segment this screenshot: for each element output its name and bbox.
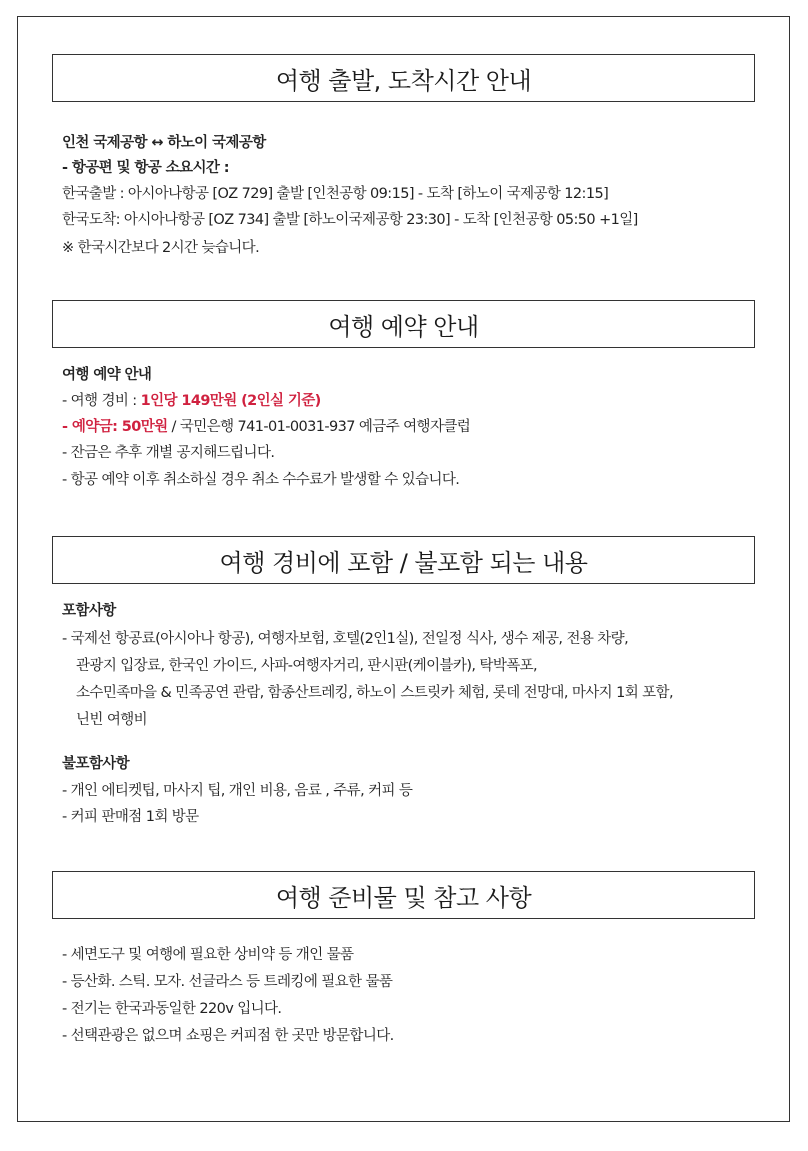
included-line: - 국제선 항공료(아시아나 항공), 여행자보험, 호텔(2인1실), 전일정 식사, 생수 제공, 전용 차량, xyxy=(62,631,629,647)
flight-section-title: 여행 출발, 도착시간 안내 xyxy=(52,54,755,102)
flight-departure: 한국출발 : 아시아나항공 [OZ 729] 출발 [인천공항 09:15] - 도착 [하노이 국제공항 12:15] xyxy=(62,186,609,202)
booking-cancel: - 항공 예약 이후 취소하실 경우 취소 수수료가 발생할 수 있습니다. xyxy=(62,472,460,488)
booking-deposit-rest: / 국민은행 741-01-0031-937 예금주 여행자클럽 xyxy=(167,419,471,435)
booking-cost-prefix: - 여행 경비 : xyxy=(62,393,141,409)
included-line: 소수민족마을 & 민족공연 관람, 함종산트레킹, 하노이 스트릿카 체험, 롯데 전망대, 마사지 1회 포함, xyxy=(76,685,673,701)
excluded-line: - 개인 에티켓팁, 마사지 팁, 개인 비용, 음료 , 주류, 커피 등 xyxy=(62,783,413,799)
prep-line: - 선택관광은 없으며 쇼핑은 커피점 한 곳만 방문합니다. xyxy=(62,1028,394,1044)
prep-line: - 세면도구 및 여행에 필요한 상비약 등 개인 물품 xyxy=(62,947,354,963)
flight-arrival: 한국도착: 아시아나항공 [OZ 734] 출발 [하노이국제공항 23:30] - 도착 [인천공항 05:50 +1일] xyxy=(62,212,638,228)
flight-subtitle: - 항공편 및 항공 소요시간 : xyxy=(62,160,229,176)
booking-cost-line xyxy=(62,391,321,411)
flight-route: 인천 국제공항 ↔ 하노이 국제공항 xyxy=(62,135,266,151)
booking-heading: 여행 예약 안내 xyxy=(62,367,152,383)
booking-deposit-line xyxy=(62,417,470,437)
booking-section-title: 여행 예약 안내 xyxy=(52,300,755,348)
included-line: 관광지 입장료, 한국인 가이드, 사파-여행자거리, 판시판(케이블카), 탁박폭포, xyxy=(76,658,538,674)
booking-deposit-value: 예약금: 50만원 xyxy=(71,419,168,435)
inclusions-section-title: 여행 경비에 포함 / 불포함 되는 내용 xyxy=(52,536,755,584)
included-heading: 포함사항 xyxy=(62,603,116,619)
prep-line: - 등산화. 스틱. 모자. 선글라스 등 트레킹에 필요한 물품 xyxy=(62,974,393,990)
booking-deposit-prefix: - xyxy=(62,419,72,435)
included-line: 닌빈 여행비 xyxy=(76,712,148,728)
excluded-heading: 불포함사항 xyxy=(62,756,130,772)
flight-time-note: ※ 한국시간보다 2시간 늦습니다. xyxy=(62,240,260,256)
prep-section-title: 여행 준비물 및 참고 사항 xyxy=(52,871,755,919)
prep-line: - 전기는 한국과동일한 220v 입니다. xyxy=(62,1001,282,1017)
excluded-line: - 커피 판매점 1회 방문 xyxy=(62,809,199,825)
booking-balance: - 잔금은 추후 개별 공지해드립니다. xyxy=(62,445,275,461)
booking-cost-value: 1인당 149만원 (2인실 기준) xyxy=(140,393,321,409)
